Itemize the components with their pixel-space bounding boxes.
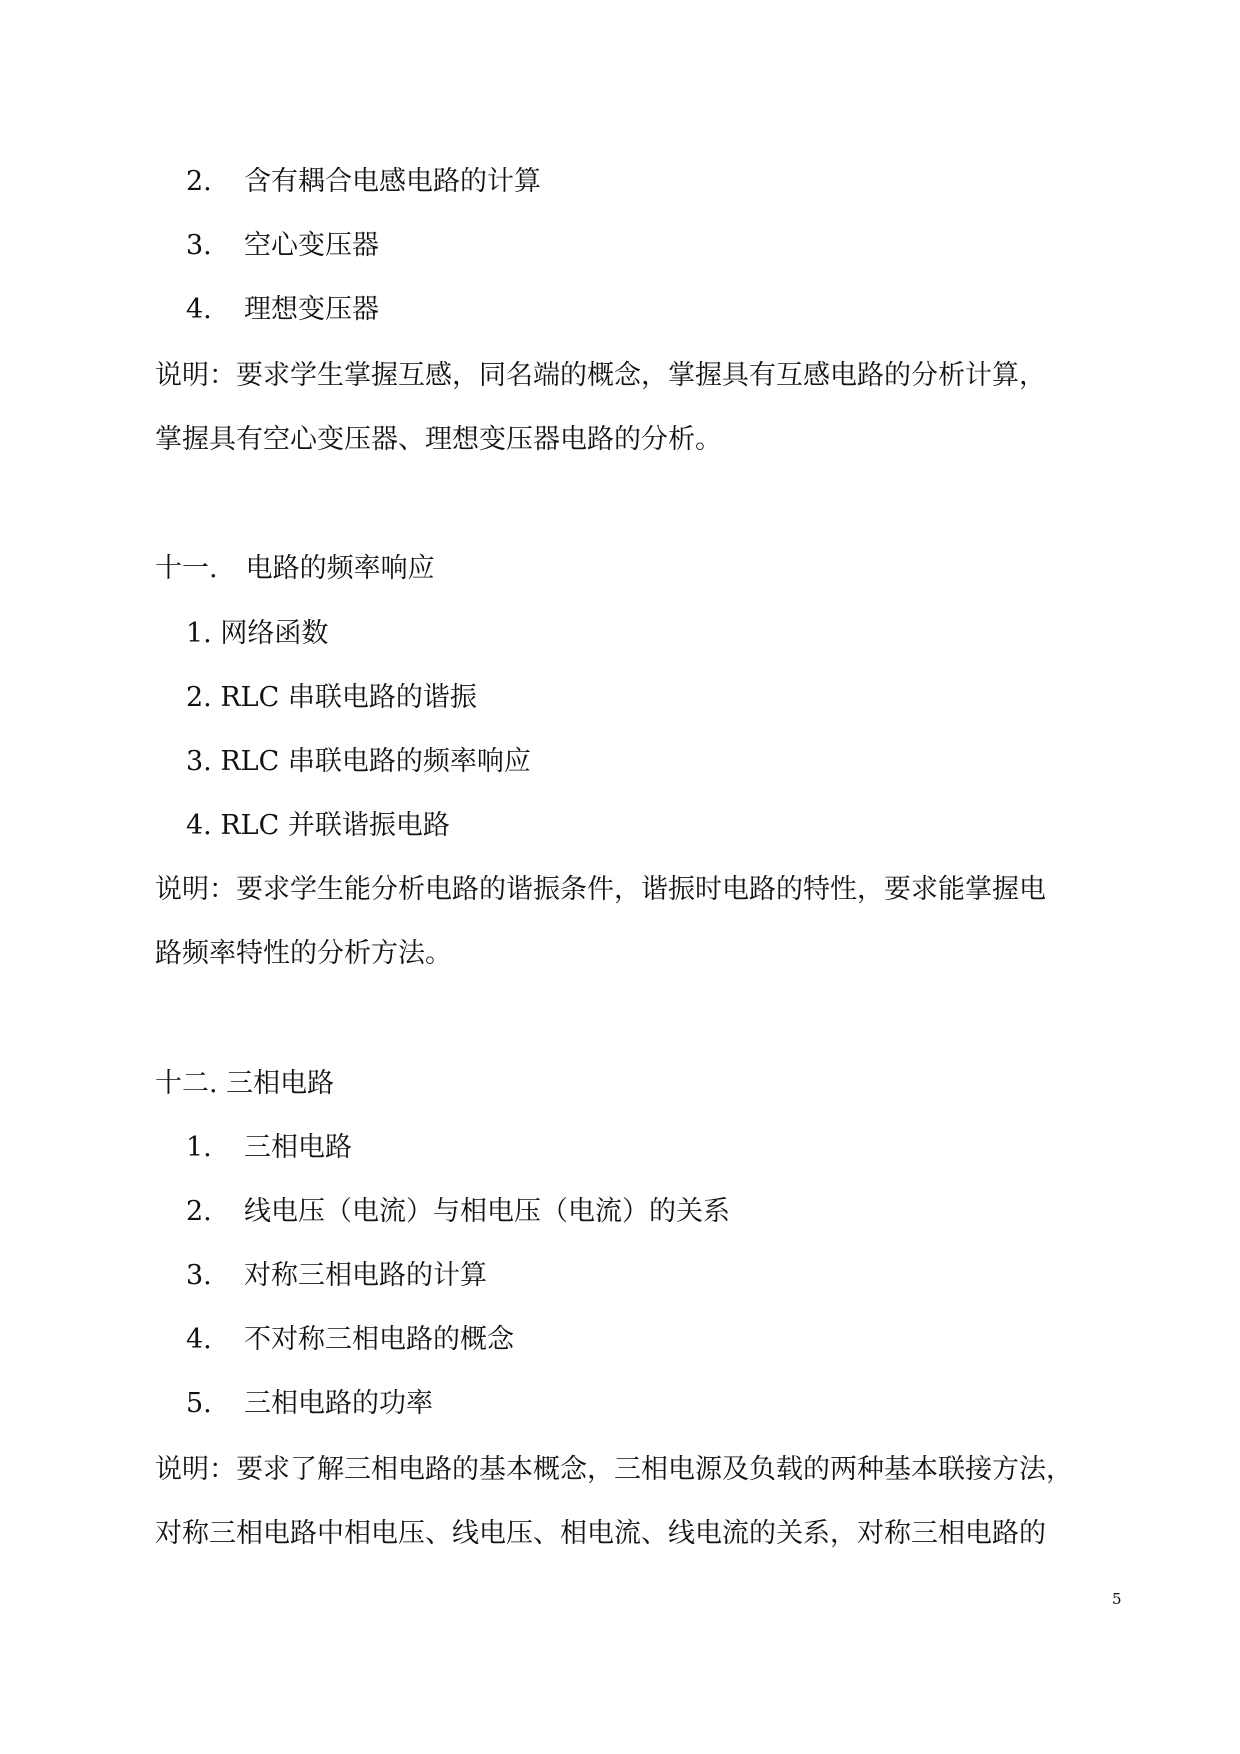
item-number: 3. [186, 230, 212, 261]
list-item: 2. RLC 串联电路的谐振 [186, 682, 477, 713]
heading-number: 十一. [155, 553, 218, 584]
item-text: 三相电路的功率 [244, 1388, 433, 1419]
note-line: 掌握具有空心变压器、理想变压器电路的分析。 [155, 424, 722, 455]
item-text: 空心变压器 [244, 230, 379, 261]
note-line: 对称三相电路中相电压、线电压、相电流、线电流的关系，对称三相电路的 [155, 1518, 1046, 1549]
item-text: 对称三相电路的计算 [244, 1260, 487, 1291]
list-item: 3. RLC 串联电路的频率响应 [186, 746, 531, 777]
list-item: 1. 网络函数 [186, 618, 329, 649]
item-number: 1. [186, 1132, 212, 1163]
item-number: 2. [186, 166, 212, 197]
section-heading: 十二. 三相电路 [155, 1068, 335, 1099]
list-item: 4. RLC 并联谐振电路 [186, 810, 450, 841]
item-text: 三相电路 [244, 1132, 352, 1163]
page-number: 5 [1112, 1590, 1122, 1608]
note-line: 说明：要求学生能分析电路的谐振条件，谐振时电路的特性，要求能掌握电 [155, 874, 1046, 905]
note-line: 说明：要求了解三相电路的基本概念，三相电源及负载的两种基本联接方法， [155, 1454, 1073, 1485]
item-text: 含有耦合电感电路的计算 [244, 166, 541, 197]
item-number: 4. [186, 294, 212, 325]
note-line: 路频率特性的分析方法。 [155, 938, 452, 969]
item-number: 5. [186, 1388, 212, 1419]
section-heading [155, 551, 435, 587]
item-text: 不对称三相电路的概念 [244, 1324, 514, 1355]
item-text: 线电压（电流）与相电压（电流）的关系 [244, 1196, 730, 1227]
heading-text: 电路的频率响应 [245, 553, 435, 584]
item-number: 4. [186, 1324, 212, 1355]
note-line: 说明：要求学生掌握互感，同名端的概念，掌握具有互感电路的分析计算， [155, 360, 1046, 391]
item-number: 3. [186, 1260, 212, 1291]
item-number: 2. [186, 1196, 212, 1227]
item-text: 理想变压器 [244, 294, 379, 325]
